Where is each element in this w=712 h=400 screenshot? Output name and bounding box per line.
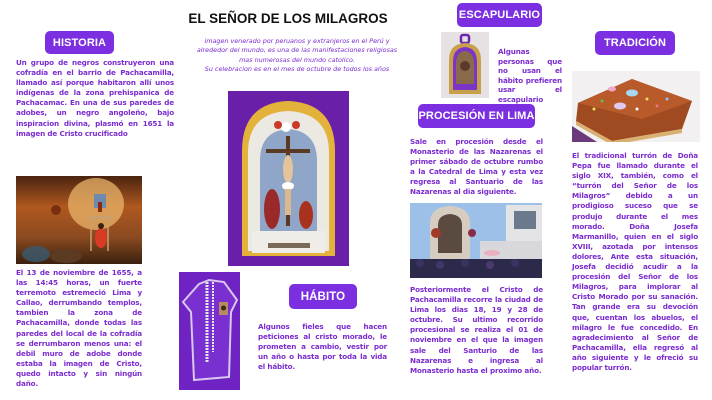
procesion-heading: PROCESIÓN EN LIMA: [418, 104, 535, 128]
escapulario-text: Algunas personas que no usan el hábito prefieren usar el escapulario: [498, 47, 562, 104]
tradicion-heading: TRADICIÓN: [595, 31, 675, 55]
subtitle-line: mas numerosas del mundo catolico.: [239, 55, 355, 64]
historia-text-1: Un grupo de negros construyeron una cofradía en el barrio de Pachacamilla, llamado así porque habitaron allí unos indígenas de la zona prehispanica de Pachacamac. En una de sus paredes de adobes, un negro angoleño, bajo inspiracion divina, plasmó en 1651 la imagen de Cristo crucificado: [16, 58, 174, 138]
procesion-text-2: Posteriormente el Cristo de Pachacamilla recorre la ciudad de Lima los dias 18, 19 y 28 de octubre. Su ultimo recorrido procesional se realiza el 01 de noviembre en el que la imagen sale del Santurio de las Nazarenas e ingresa al Monasterio hasta el proximo año.: [410, 285, 543, 375]
turron-illustration: [572, 71, 700, 142]
habito-heading: HÁBITO: [289, 284, 357, 309]
historia-painting-image: [16, 176, 142, 264]
page-subtitle: [172, 37, 422, 74]
procesion-text-1: Sale en procesión desde el Monasterio de las Nazarenas el primer sábado de octubre rumbo a la Catedral de Lima y esta vez regresa al Santuario de las Nazarenas al dia siguiente.: [410, 137, 543, 197]
historia-heading: HISTORIA: [45, 31, 114, 54]
historia-text-2: El 13 de noviembre de 1655, a las 14:45 horas, un fuerte terremoto estremeció Lima y Callao, derrumbando templos, tambien la zona de Pachacamilla, donde todas las paredes del local de la cofradía se derrumbaron menos una: el debil muro de adobe donde estaba la imagen de Cristo, quedo intacto y sin ningún daño.: [16, 268, 142, 389]
subtitle-line: imagen venerado por peruanos y extranjeros en el Perú y: [204, 37, 390, 45]
procesion-image: [410, 203, 542, 278]
page-title: EL SEÑOR DE LOS MILAGROS: [188, 11, 388, 26]
procession-illustration: [410, 203, 542, 278]
habito-text: Algunos fieles que hacen peticiones al cristo morado, le prometen a cambio, vestir por un año o hasta por toda la vida el hábito.: [258, 322, 387, 372]
tradicion-text: El tradicional turrón de Doña Pepa fue llamado durante el siglo XIX, también, como el “turrón del Señor de los Milagros” debido a un prodigioso suceso que se produjo durante el mes morado. Doña Josefa Marmanillo, quien en el siglo XVIII, azotada por intensos dolores, Ante esta situación, Josefa decidió acudir a la procesión del Señor de los Milagros, para implorar al Cristo Morado por su sanación. Tan grande era su devoción que, cuentan los abuelos, el milagro le fue concedido. En agradecimiento al Señor de Pachacamilla, ella regresó al año siguiente y le ofreció su popular turrón.: [572, 151, 698, 372]
habit-robe-illustration: [179, 272, 240, 390]
painting-illustration: [16, 176, 142, 264]
subtitle-line: alrededor del mundo, es una de las manifestaciones religiosas: [196, 46, 398, 55]
habito-image: [179, 272, 240, 390]
cristo-image: [228, 91, 349, 266]
tradicion-image: [572, 71, 700, 142]
crucifixion-illustration: [228, 91, 349, 266]
subtitle-line: Su celebracion es en el mes de octubre de todos los años: [204, 64, 390, 73]
escapulario-heading: ESCAPULARIO: [457, 3, 542, 27]
scapular-illustration: [441, 32, 489, 98]
escapulario-image: [441, 32, 489, 98]
